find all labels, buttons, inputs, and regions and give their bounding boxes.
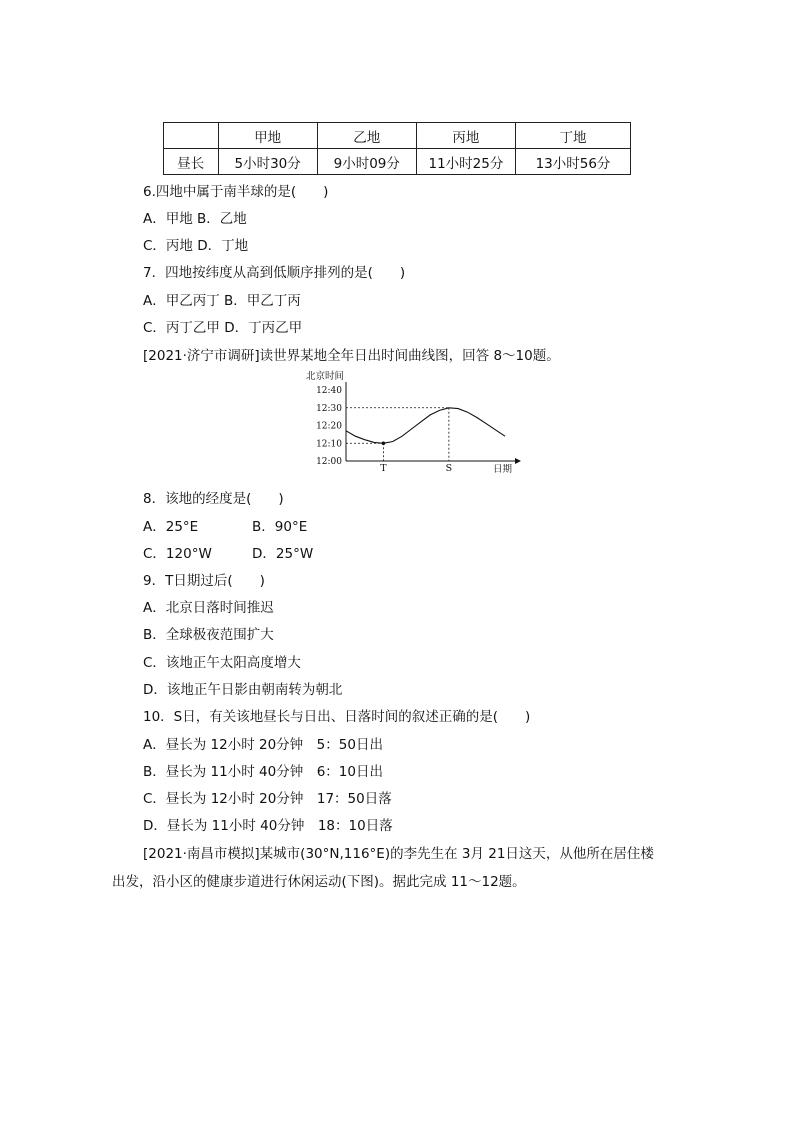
table-header-cell: 丁地 <box>515 123 630 149</box>
table-cell: 13小时56分 <box>515 149 630 175</box>
chart-ylabel: 北京时间 <box>306 371 345 382</box>
question-10-option-a: A．昼长为 12小时 20分钟 5：50日出 <box>143 737 383 753</box>
table-header-row <box>164 123 631 149</box>
question-7-options-ab: A．甲乙丙丁 B．甲乙丁丙 <box>143 293 301 309</box>
x-mark-t: T <box>380 463 387 474</box>
question-7-stem: 7．四地按纬度从高到低顺序排列的是( ) <box>143 265 406 281</box>
question-8-option-c: C．120°W <box>143 546 212 562</box>
intro-8-10: [2021·济宁市调研]读世界某地全年日出时间曲线图，回答 8～10题。 <box>143 348 560 364</box>
question-7-options-cd: C．丙丁乙甲 D．丁丙乙甲 <box>143 320 303 336</box>
sunrise-time-chart <box>300 368 530 478</box>
chart-xlabel: 日期 <box>493 464 513 475</box>
table-header-cell <box>164 123 219 149</box>
question-9-option-b: B．全球极夜范围扩大 <box>143 627 274 643</box>
y-tick-label: 12:10 <box>316 439 342 450</box>
question-6-options-cd: C．丙地 D．丁地 <box>143 238 249 254</box>
question-8-option-a: A．25°E <box>143 519 199 535</box>
table-row <box>164 149 631 175</box>
table-cell: 5小时30分 <box>218 149 317 175</box>
question-8-option-b: B．90°E <box>252 519 308 535</box>
x-axis-arrow <box>515 458 521 464</box>
question-9-option-a: A．北京日落时间推迟 <box>143 600 274 616</box>
y-tick-label: 12:00 <box>316 457 342 467</box>
table-cell: 11小时25分 <box>416 149 515 175</box>
table-header-cell: 甲地 <box>218 123 317 149</box>
y-tick-label: 12:40 <box>316 386 342 396</box>
question-9-option-c: C．该地正午太阳高度增大 <box>143 655 301 671</box>
question-8-option-d: D．25°W <box>252 546 314 562</box>
question-9-stem: 9．T日期过后( ) <box>143 573 265 589</box>
intro-11-12-line2: 出发，沿小区的健康步道进行休闲运动(下图)。据此完成 11～12题。 <box>112 874 526 890</box>
question-6-stem: 6.四地中属于南半球的是( ) <box>143 184 329 200</box>
y-tick-label: 12:30 <box>316 403 342 414</box>
table-cell: 9小时09分 <box>317 149 416 175</box>
question-10-option-c: C．昼长为 12小时 20分钟 17：50日落 <box>143 791 392 807</box>
intro-11-12-line1: [2021·南昌市模拟]某城市(30°N,116°E)的李先生在 3月 21日这天，从他所在居住楼 <box>143 846 654 862</box>
question-10-option-d: D．昼长为 11小时 40分钟 18：10日落 <box>143 818 393 834</box>
table-header-cell: 丙地 <box>416 123 515 149</box>
y-tick-label: 12:20 <box>316 421 342 432</box>
table-header-cell: 乙地 <box>317 123 416 149</box>
table-row-label: 昼长 <box>164 149 219 175</box>
question-10-stem: 10．S日，有关该地昼长与日出、日落时间的叙述正确的是( ) <box>143 709 531 725</box>
t-point <box>382 441 386 445</box>
x-mark-s: S <box>445 463 453 474</box>
question-9-option-d: D．该地正午日影由朝南转为朝北 <box>143 682 343 698</box>
daylength-table <box>163 122 631 175</box>
question-8-stem: 8．该地的经度是( ) <box>143 491 284 507</box>
sunrise-curve <box>346 408 505 444</box>
question-10-option-b: B．昼长为 11小时 40分钟 6：10日出 <box>143 764 383 780</box>
question-6-options-ab: A．甲地 B．乙地 <box>143 211 247 227</box>
